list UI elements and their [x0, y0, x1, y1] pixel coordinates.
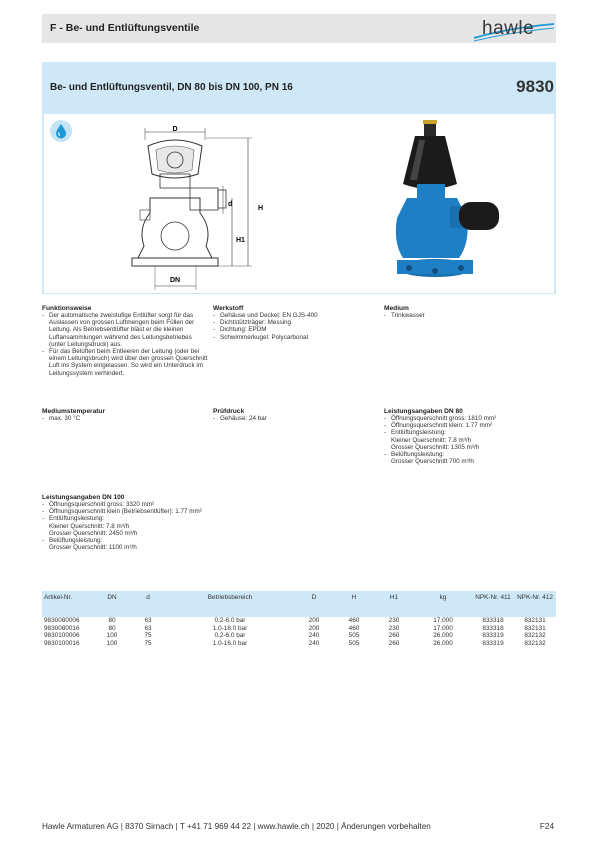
table-cell: 17.000	[433, 624, 453, 632]
dim-h-label: H	[258, 205, 264, 212]
pruefdruck-title: Prüfdruck	[213, 408, 245, 415]
temperatur-title: Mediumstemperatur	[42, 408, 106, 415]
section-mediumstemperatur	[42, 408, 210, 422]
table-cell: 75	[144, 639, 152, 647]
table-cell: 833318	[482, 617, 504, 624]
dn80-item: - Öffnungsquerschnitt gross: 1810 mm²	[384, 415, 554, 422]
table-cell: 260	[388, 639, 400, 647]
col-header: D	[294, 591, 334, 617]
table-cell: 460	[348, 624, 360, 632]
col-header: kg	[414, 591, 472, 617]
col-header: H1	[374, 591, 414, 617]
table-cell: 240	[308, 639, 320, 647]
dn80-item: - Öffnungsquerschnitt klein: 1.77 mm²	[384, 422, 554, 429]
photo-outlet-tube	[459, 202, 499, 230]
table-cell: 80	[108, 624, 116, 632]
werkstoff-title: Werkstoff	[213, 305, 244, 312]
dn80-subitem: Kleiner Querschnitt: 7.8 m³/h	[391, 436, 472, 444]
funktionsweise-title: Funktionsweise	[42, 305, 92, 312]
dn100-title: Leistungsangaben DN 100	[42, 494, 125, 501]
table-header-row	[42, 591, 556, 617]
footer-text: Hawle Armaturen AG | 8370 Sirnach | T +41 71 969 44 22 | www.hawle.ch | 2020 | Änderungen vorbehalten	[42, 822, 431, 831]
table-cell: 832132	[524, 632, 546, 640]
table-cell: 9830080016	[44, 624, 80, 632]
table-row	[42, 625, 556, 633]
medium-title: Medium	[384, 305, 409, 312]
section-funktionsweise	[42, 305, 210, 377]
photo-black-cap	[403, 136, 457, 189]
table-cell: 460	[348, 617, 360, 624]
col-header: NPK-Nr. 412	[514, 591, 556, 617]
dn80-title: Leistungsangaben DN 80	[384, 408, 463, 415]
dn100-item: - Belüftungsleistung:	[42, 537, 210, 544]
table-cell: 1.0-16.0 bar	[212, 639, 248, 647]
temperatur-item: - max. 30 °C	[42, 415, 210, 422]
table-cell: 63	[144, 617, 152, 624]
dim-dn-label: DN	[169, 277, 181, 284]
technical-drawing	[120, 118, 280, 293]
col-header: d	[130, 591, 166, 617]
dn80-item: - Entlüftungsleistung:	[384, 429, 554, 436]
table-cell: 9830100016	[44, 639, 80, 647]
funktionsweise-item: - Für das Belüften beim Entleeren der Leitung (oder bei einem Leitungsbruch) wird über den grossen Querschnitt Luft ins System eingelassen. So wird ein Unterdruck im Leitungssystem verhindert.	[42, 348, 210, 377]
funktionsweise-item: - Der automatische zweistufige Entlüfter sorgt für das Auslassen von grossen Luftmengen beim Füllen der Leitung. Als Betriebsentlüfter bläst er die kleinen Luftansammlungen während des Leitungsbetriebes (unter Leitungsdruck) aus.	[42, 312, 210, 348]
dim-small-d-label: d	[228, 201, 233, 208]
table-row	[42, 632, 556, 640]
table-cell: 17.000	[433, 617, 453, 624]
table-cell: 505	[348, 632, 360, 640]
table-cell: 833318	[482, 624, 504, 632]
table-cell: 75	[144, 632, 152, 640]
table-cell: 832131	[524, 617, 546, 624]
table-cell: 260	[388, 632, 400, 640]
table-cell: 26.000	[433, 632, 453, 640]
table-cell: 833319	[482, 632, 504, 640]
section-werkstoff	[213, 305, 373, 341]
werkstoff-item: - Gehäuse und Deckel: EN GJS-400	[213, 312, 373, 319]
page-number: F24	[539, 822, 554, 831]
werkstoff-item: - Dichtstützträger: Messing	[213, 319, 373, 326]
dn100-item: - Öffnungsquerschnitt gross: 3320 mm²	[42, 501, 210, 508]
category-title: F - Be- und Entlüftungsventile	[50, 22, 200, 34]
dim-h1-label: H1	[236, 237, 245, 244]
table-cell: 26.000	[433, 639, 453, 647]
water-drop-icon	[50, 120, 72, 142]
dn80-subitem: Grosser Querschnitt: 1305 m³/h	[391, 443, 480, 451]
dn100-item: - Öffnungsquerschnitt klein (Betriebsentlüfter): 1.77 mm²	[42, 508, 210, 515]
table-cell: 0.2-6.0 bar	[214, 632, 246, 640]
logo-text: hawle	[482, 18, 535, 39]
table-cell: 100	[106, 632, 118, 640]
product-photo	[395, 118, 505, 290]
table-row	[42, 640, 556, 648]
werkstoff-item: - Dichtung: EPDM	[213, 326, 373, 333]
table-cell: 200	[308, 624, 320, 632]
col-header: NPK-Nr. 411	[472, 591, 514, 617]
table-cell: 230	[388, 624, 400, 632]
werkstoff-item: - Schwimmerkugel: Polycarbonat	[213, 334, 373, 341]
dn80-item: - Belüftungsleistung:	[384, 451, 554, 458]
medium-item: - Trinkwasser	[384, 312, 554, 319]
hawle-logo	[468, 14, 558, 44]
dn100-subitem: Grosser Querschnitt: 1100 m³/h	[49, 544, 137, 552]
table-cell: 230	[388, 617, 400, 624]
table-cell: 832131	[524, 624, 546, 632]
table-cell: 833319	[482, 639, 504, 647]
section-pruefdruck	[213, 408, 373, 422]
table-cell: 63	[144, 624, 152, 632]
col-header: Betriebsbereich	[166, 591, 294, 617]
dn100-subitem: Grosser Querschnitt: 2450 m³/h	[49, 529, 138, 537]
table-cell: 9830080006	[44, 617, 80, 624]
product-title: Be- und Entlüftungsventil, DN 80 bis DN 100, PN 16	[50, 82, 293, 93]
pruefdruck-item: - Gehäuse: 24 bar	[213, 415, 373, 422]
table-cell: 505	[348, 639, 360, 647]
dn100-item: - Entlüftungsleistung:	[42, 515, 210, 522]
table-row	[42, 617, 556, 625]
table-cell: 80	[108, 617, 116, 624]
article-table	[42, 591, 556, 647]
table-cell: 0.2-6.0 bar	[214, 617, 246, 624]
product-number: 9830	[516, 77, 554, 96]
col-header: Artikel-Nr.	[42, 591, 94, 617]
table-cell: 240	[308, 632, 320, 640]
section-dn80	[384, 408, 554, 465]
section-dn100	[42, 494, 210, 551]
table-cell: 100	[106, 639, 118, 647]
table-cell: 832132	[524, 639, 546, 647]
dim-d-label: D	[172, 126, 178, 133]
table-cell: 200	[308, 617, 320, 624]
table-cell: 9830100006	[44, 632, 80, 640]
dn80-subitem: Grosser Querschnitt 700 m³/h	[391, 458, 474, 466]
dn100-subitem: Kleiner Querschnitt: 7.8 m³/h	[49, 522, 130, 530]
col-header: DN	[94, 591, 130, 617]
section-medium	[384, 305, 554, 319]
table-cell: 1.0-16.0 bar	[212, 624, 248, 632]
col-header: H	[334, 591, 374, 617]
